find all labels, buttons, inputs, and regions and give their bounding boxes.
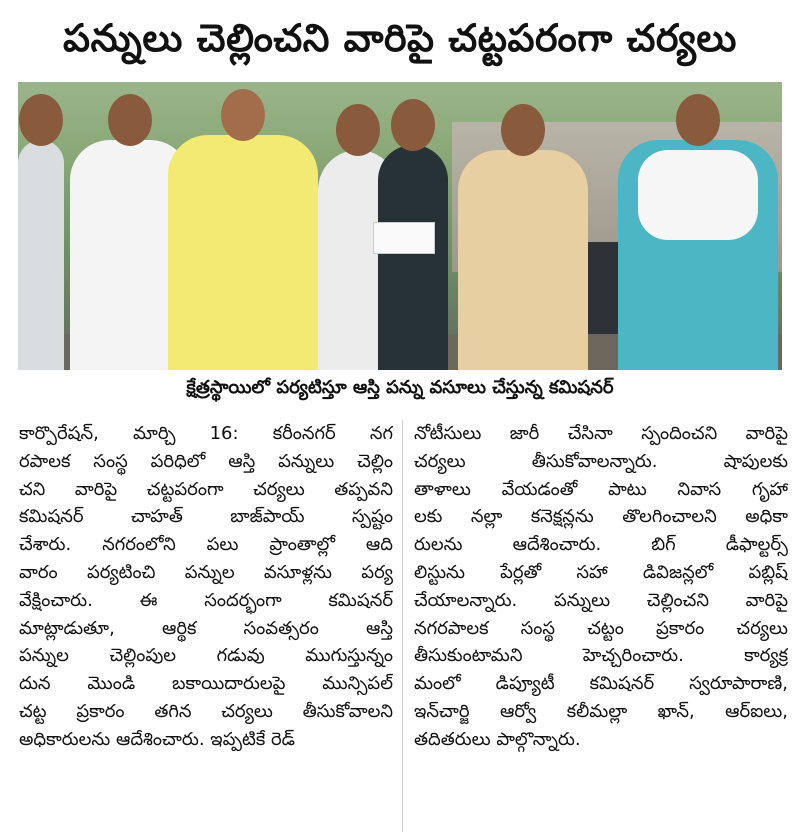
article-text-line: తదితరులు పాల్గొన్నారు.	[414, 728, 581, 750]
article-text-line: వేక్షించారు. ఈ సందర్భంగా కమిషనర్	[19, 589, 393, 611]
photo-person	[18, 140, 64, 370]
article-text-line: దున మొండి బకాయిదారులపై మున్సిపల్	[19, 673, 393, 695]
article-text-line: తాళాలు వేయడంతో పాటు నివాస గృహా	[414, 478, 788, 500]
article-text-line: మంలో డిప్యూటీ కమిషనర్ స్వరూపారాణి,	[414, 673, 788, 695]
article-text-line: చట్ట ప్రకారం తగిన చర్యలు తీసుకోవాలని	[19, 700, 393, 722]
article-text-line: చర్యలు తీసుకోవాలన్నారు. షాపులకు	[414, 450, 788, 472]
article-text-line: చేశారు. నగరంలోని పలు ప్రాంతాల్లో ఆది	[19, 534, 393, 556]
photo-notice-paper	[373, 222, 435, 254]
article-text-line: నగరపాలక సంస్థ చట్టం ప్రకారం చర్యలు	[414, 617, 788, 639]
article-text-line: తీసుకుంటామని హెచ్చరించారు. కార్యక్ర	[414, 645, 788, 667]
photo-person-commissioner	[168, 135, 318, 370]
article-text-line: అధికారులను ఆదేశించారు. ఇప్పటికే రెడ్	[19, 728, 295, 750]
article-text-line: పన్నుల చెల్లింపుల గడువు ముగుస్తున్నం	[19, 645, 393, 667]
article-text-line: లకు నల్లా కనెక్షన్లను తొలగించాలని అధికా	[414, 506, 788, 528]
article-text-line: రపాలక సంస్థ పరిధిలో ఆస్తి పన్నులు చెల్లిం	[19, 450, 393, 472]
article-photo	[18, 82, 782, 370]
article-column-left	[19, 420, 393, 754]
article-text-line: రులను ఆదేశించారు. బిగ్ డీఫాల్టర్స్	[414, 534, 788, 556]
article-text-line: నోటీసులు జారీ చేసినా స్పందించని వారిపై	[414, 423, 788, 444]
article-text-line: లిస్టును పేర్లతో సహా డివిజన్లలో పబ్లిష్	[414, 561, 788, 583]
photo-person	[378, 145, 448, 370]
photo-person	[618, 140, 778, 370]
article-text-line: చని వారిపై చట్టపరంగా చర్యలు తప్పవని	[19, 478, 393, 500]
article-text-line: కమిషనర్ చాహత్ బాజ్‌పాయ్ స్పష్టం	[19, 506, 393, 528]
article-text-line: ఇన్‌చార్జి ఆర్వో కలీమల్లా ఖాన్, ఆర్ఐలు,	[414, 700, 788, 722]
photo-caption: క్షేత్రస్థాయిలో పర్యటిస్తూ ఆస్తి పన్ను వసూలు చేస్తున్న కమిషనర్	[186, 377, 614, 398]
article-headline: పన్నులు చెల్లించని వారిపై చట్టపరంగా చర్యలు	[63, 16, 737, 60]
column-divider	[402, 420, 403, 832]
article-text-line: చేయాలన్నారు. పన్నులు చెల్లించని వారిపై	[414, 589, 788, 611]
article-text-line: వారం పర్యటించి పన్నుల వసూళ్లను పర్య	[19, 561, 393, 583]
article-column-right	[414, 420, 788, 754]
photo-person	[458, 150, 588, 370]
article-text-line: కార్పొరేషన్, మార్చి 16: కరీంనగర్ నగ	[19, 423, 393, 444]
article-text-line: మాట్లాడుతూ, ఆర్థిక సంవత్సరం ఆస్తి	[19, 617, 393, 639]
